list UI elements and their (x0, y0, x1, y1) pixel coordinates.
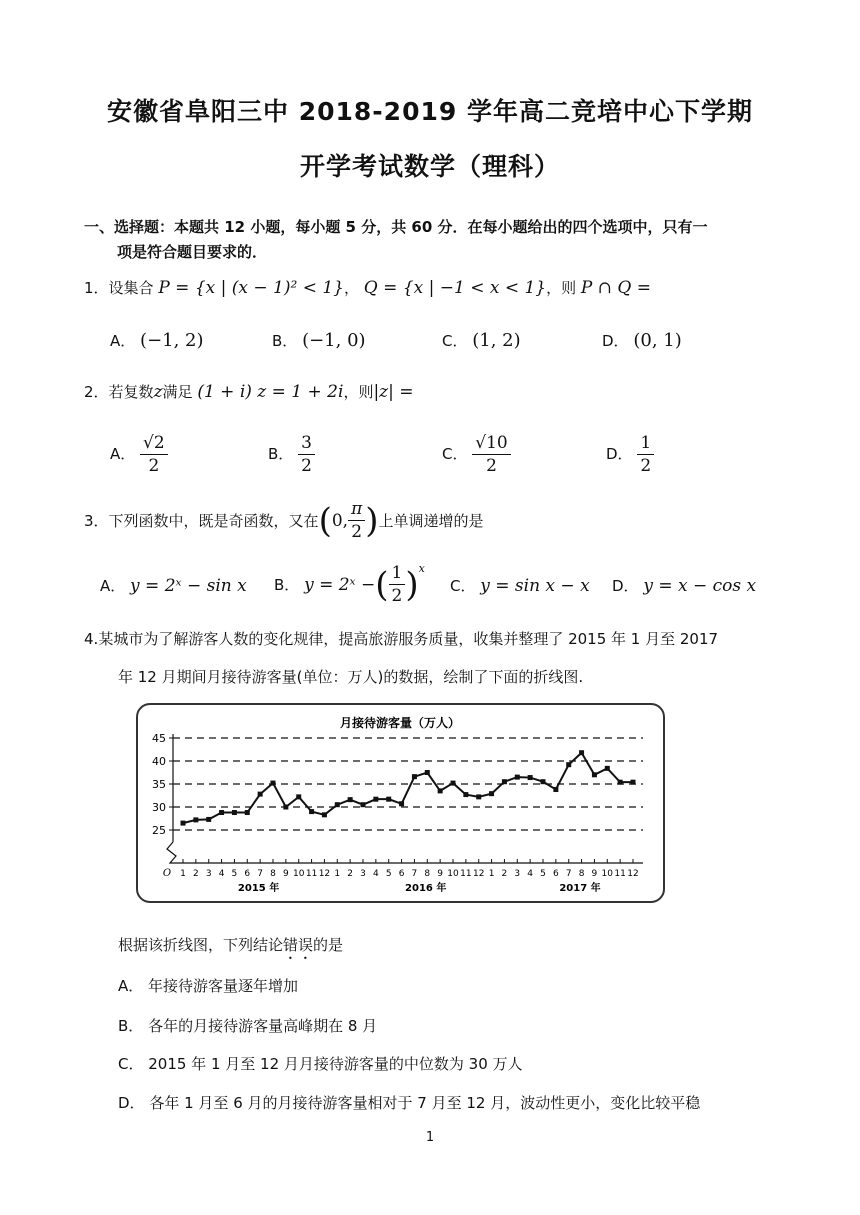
x-tick-label: 2 (347, 869, 354, 879)
section-header-line1: 一、选择题：本题共 12 小题，每小题 5 分，共 60 分．在每小题给出的四个选项中，只有一 (84, 218, 708, 236)
set-q: Q = {x | −1 < x < 1} (363, 278, 547, 298)
question-4-line1 (84, 628, 784, 649)
expression: |z| = (373, 382, 414, 402)
y-tick-label: 30 (152, 801, 166, 814)
option-d: D． y = x − cos x (612, 576, 757, 596)
data-point (283, 805, 288, 810)
question-text: 某城市为了解游客人数的变化规律，提高旅游服务质量，收集并整理了 2015 年 1 月至 2017 (98, 630, 719, 648)
interval-left: 0, (331, 510, 349, 531)
question-text: 下列函数中，既是奇函数，又在 (108, 512, 319, 530)
data-point (348, 797, 353, 802)
x-tick-label: 12 (472, 869, 485, 879)
option-d: D． 各年 1 月至 6 月的月接待游客量相对于 7 月至 12 月，波动性更小，变化比较平稳 (118, 1094, 701, 1112)
x-tick-label: 3 (514, 869, 521, 879)
option-c: C． (1, 2) (442, 330, 521, 351)
data-point (361, 802, 366, 807)
x-tick-label: 11 (614, 869, 626, 879)
origin-label: O (162, 868, 172, 879)
x-tick-label: 8 (424, 869, 431, 879)
data-point (618, 780, 623, 785)
data-point (322, 812, 327, 817)
x-tick-label: 6 (398, 869, 405, 879)
question-number: 3． (84, 512, 109, 530)
data-point (245, 810, 250, 815)
x-tick-label: 4 (372, 869, 379, 879)
x-tick-label: 1 (488, 869, 495, 879)
data-point (605, 766, 610, 771)
data-point (592, 772, 597, 777)
option-c: C． $\frac{√10}{2}$ (442, 432, 511, 477)
data-point (412, 774, 417, 779)
y-tick-label: 40 (152, 755, 166, 768)
data-point (476, 794, 481, 799)
option-c: C． y = sin x − x (450, 576, 590, 596)
question-text: 满足 (162, 383, 193, 401)
x-tick-label: 8 (578, 869, 585, 879)
data-point (399, 801, 404, 806)
y-tick-label: 25 (152, 824, 166, 837)
option-c: C． 2015 年 1 月至 12 月月接待游客量的中位数为 30 万人 (118, 1055, 523, 1073)
option-a: A． y = 2ˣ − sin x (100, 576, 247, 596)
section-header-line2: 项是符合题目要求的． (117, 243, 268, 261)
data-point (296, 794, 301, 799)
x-tick-label: 1 (180, 869, 186, 879)
data-point (579, 750, 584, 755)
expression: P ∩ Q = (580, 278, 651, 298)
data-point (515, 775, 520, 780)
x-tick-label: 5 (231, 869, 238, 879)
line-chart (138, 705, 663, 901)
chart-frame (136, 703, 665, 903)
year-label: 2016 年 (405, 883, 447, 894)
x-tick-label: 6 (244, 869, 251, 879)
data-point (386, 797, 391, 802)
option-d: D． $\frac{1}{2}$ (606, 432, 654, 477)
x-tick-label: 11 (460, 869, 472, 879)
question-3-stem: 3． 下列函数中，既是奇函数，又在 ( 0, $\frac{\pi}{2}$ ) 上单调递增的是 (84, 499, 484, 542)
y-tick-label: 45 (152, 732, 166, 745)
x-tick-label: 9 (591, 869, 598, 879)
x-tick-label: 6 (552, 869, 559, 879)
question-text: ，则 (546, 279, 577, 297)
equation: (1 + i) z = 1 + 2i (197, 382, 344, 402)
x-tick-label: 2 (501, 869, 508, 879)
question-2-stem (84, 381, 414, 402)
x-tick-label: 10 (601, 869, 614, 879)
data-point (463, 792, 468, 797)
question-1-stem (84, 277, 651, 298)
y-tick-label: 35 (152, 778, 166, 791)
data-point (232, 810, 237, 815)
question-number: 1． (84, 279, 109, 297)
data-point (309, 809, 314, 814)
series-line (183, 753, 633, 823)
data-point (566, 762, 571, 767)
x-tick-label: 3 (205, 869, 212, 879)
x-tick-label: 9 (282, 869, 289, 879)
data-point (451, 781, 456, 786)
emphasized-word: 错误 (283, 936, 314, 954)
section-header (84, 215, 784, 265)
chart-title: 月接待游客量（万人） (339, 716, 461, 730)
exam-title-line1: 安徽省阜阳三中 2018-2019 学年高二竞培中心下学期 (107, 97, 753, 126)
x-tick-label: 12 (627, 869, 639, 879)
axis-break (167, 842, 176, 863)
data-point (438, 788, 443, 793)
data-point (193, 817, 198, 822)
x-tick-label: 8 (270, 869, 276, 879)
x-tick-label: 10 (447, 869, 459, 879)
question-text: ，则 (343, 383, 374, 401)
x-tick-label: 2 (192, 869, 199, 879)
x-tick-label: 4 (527, 869, 534, 879)
set-p: P = {x | (x − 1)² < 1} (158, 278, 344, 298)
data-point (219, 810, 224, 815)
data-point (528, 775, 533, 780)
separator: ， (344, 279, 360, 297)
question-4-line2: 年 12 月期间月接待游客量(单位：万人)的数据，绘制了下面的折线图. (118, 668, 584, 686)
data-point (271, 781, 276, 786)
x-tick-label: 10 (292, 869, 305, 879)
option-b: B． $\frac{3}{2}$ (268, 432, 315, 477)
data-point (335, 802, 340, 807)
question-text: 若复数 (108, 383, 154, 401)
x-tick-label: 7 (257, 869, 264, 879)
x-tick-label: 11 (305, 869, 318, 879)
option-a: A． 年接待游客量逐年增加 (118, 977, 299, 995)
option-b: B． 各年的月接待游客量高峰期在 8 月 (118, 1017, 378, 1035)
x-tick-label: 9 (437, 869, 444, 879)
x-tick-label: 12 (318, 869, 331, 879)
option-a: A． (−1, 2) (110, 330, 204, 351)
data-point (631, 780, 636, 785)
question-number: 2． (84, 383, 109, 401)
data-point (373, 797, 378, 802)
x-tick-label: 7 (411, 869, 418, 879)
question-text: 设集合 (108, 279, 154, 297)
x-tick-label: 5 (540, 869, 546, 879)
x-tick-label: 7 (565, 869, 572, 879)
data-point (502, 779, 507, 784)
data-point (206, 817, 211, 822)
data-point (553, 787, 558, 792)
option-b: B． (−1, 0) (272, 330, 366, 351)
question-4-prompt: 根据该折线图，下列结论错误的是 (118, 936, 344, 954)
x-tick-label: 3 (360, 869, 366, 879)
x-tick-label: 5 (385, 869, 392, 879)
data-point (541, 779, 546, 784)
year-label: 2017 年 (559, 883, 601, 894)
page-number: 1 (425, 1130, 435, 1145)
option-b: B． y = 2ˣ − ( $\frac{1}{2}$ ) $^x$ (274, 562, 425, 606)
question-text: 上单调递增的是 (378, 512, 484, 530)
data-point (489, 791, 494, 796)
exam-title-line2: 开学考试数学（理科） (299, 152, 560, 181)
year-label: 2015 年 (237, 883, 280, 894)
option-a: A． $\frac{√2}{2}$ (110, 432, 168, 477)
variable: z (153, 382, 163, 402)
option-d: D． (0, 1) (602, 330, 682, 351)
x-tick-label: 4 (218, 869, 225, 879)
data-point (181, 821, 186, 826)
x-tick-label: 1 (334, 869, 341, 879)
question-number: 4. (84, 630, 99, 648)
data-point (258, 792, 263, 797)
data-point (425, 770, 430, 775)
